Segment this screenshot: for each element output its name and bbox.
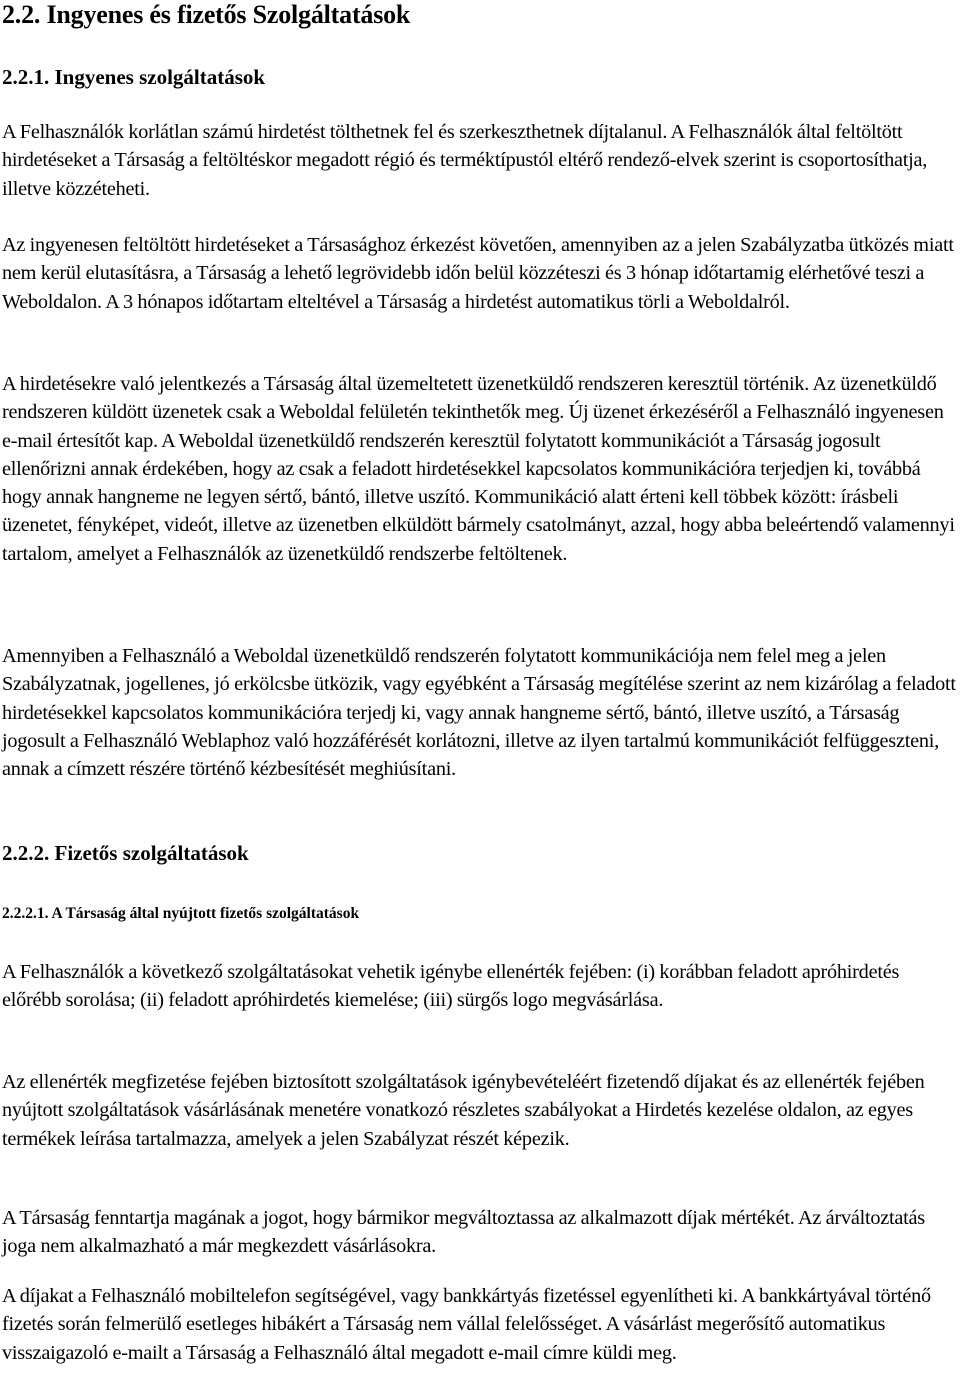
paid-paragraph-1: A Felhasználók a következő szolgáltatásokat vehetik igénybe ellenérték fejében: (i) korábban feladott apróhirdetés előrébb sorolása; (ii) feladott apróhirdetés kiemelése; (iii) sürgős logo megvásárlása. [2, 961, 900, 1012]
free-paragraph-4: Amennyiben a Felhasználó a Weboldal üzenetküldő rendszerén folytatott kommunikációja nem felel meg a jelen Szabályzatnak, jogellenes, jó erkölcsbe ütközik, vagy egyébként a Társaság megítélése szerint az nem kizárólag a feladott hirdetésekkel kapcsolatos kommunikációra terjedj ki, vagy annak hangneme sértő, bántó, illetve uszító, a Társaság jogosult a Felhasználó Weblaphoz való hozzáférését korlátozni, illetve az ilyen tartalmú kommunikációt felfüggeszteni, annak a címzett részére történő kézbesítését meghiúsítani. [2, 645, 956, 781]
subsubsection-title: 2.2.2.1. A Társaság által nyújtott fizetős szolgáltatások [2, 905, 360, 922]
free-paragraph-3: A hirdetésekre való jelentkezés a Társaság által üzemeltetett üzenetküldő rendszeren keresztül történik. Az üzenetküldő rendszeren küldött üzenetek csak a Weboldal felületén tekinthetők meg. Új üzenet érkezéséről a Felhasználó ingyenesen e-mail értesítőt kap. A Weboldal üzenetküldő rendszerén keresztül folytatott kommunikációt a Társaság jogosult ellenőrizni annak érdekében, hogy az csak a feladott hirdetésekkel kapcsolatos kommunikációra terjedjen ki, továbbá hogy annak hangneme ne legyen sértő, bántó, illetve uszító. Kommunikáció alatt érteni kell többek között: írásbeli üzenetet, fényképet, videót, illetve az üzenetben elküldött bármely csatolmányt, azzal, hogy abba beleértendő valamennyi tartalom, amelyet a Felhasználók az üzenetküldő rendszerbe feltöltenek. [2, 373, 955, 565]
paid-paragraph-4: A díjakat a Felhasználó mobiltelefon segítségével, vagy bankkártyás fizetéssel egyenlítheti ki. A bankkártyával történő fizetés során felmerülő esetleges hibákért a Társaság nem vállal felelősséget. A vásárlást megerősítő automatikus visszaigazoló e-mailt a Társaság a Felhasználó által megadott e-mail címre küldi meg. [2, 1285, 931, 1364]
paid-paragraph-2: Az ellenérték megfizetése fejében biztosított szolgáltatások igénybevételéért fizetendő díjakat és az ellenérték fejében nyújtott szolgáltatások vásárlásának menetére vonatkozó részletes szabályokat a Hirdetés kezelése oldalon, az egyes termékek leírása tartalmazza, amelyek a jelen Szabályzat részét képezik. [2, 1071, 925, 1150]
subsection-free-title: 2.2.1. Ingyenes szolgáltatások [2, 65, 266, 89]
free-paragraph-2: Az ingyenesen feltöltött hirdetéseket a Társasághoz érkezést követően, amennyiben az a jelen Szabályzatba ütközés miatt nem kerül elutasításra, a Társaság a lehető legrövidebb időn belül közzéteszi és 3 hónap időtartamig elérhetővé teszi a Weboldalon. A 3 hónapos időtartam elteltével a Társaság a hirdetést automatikus törli a Weboldalról. [2, 234, 954, 313]
free-paragraph-1: A Felhasználók korlátlan számú hirdetést tölthetnek fel és szerkeszthetnek díjtalanul. A Felhasználók által feltöltött hirdetéseket a Társaság a feltöltéskor megadott régió és terméktípustól eltérő rendező-elvek szerint is csoportosíthatja, illetve közzéteheti. [2, 121, 928, 200]
subsection-paid-title: 2.2.2. Fizetős szolgáltatások [2, 841, 249, 865]
section-title: 2.2. Ingyenes és fizetős Szolgáltatások [2, 0, 411, 29]
paid-paragraph-3: A Társaság fenntartja magának a jogot, hogy bármikor megváltoztassa az alkalmazott díjak mértékét. Az árváltoztatás joga nem alkalmazható a már megkezdett vásárlásokra. [2, 1207, 925, 1258]
